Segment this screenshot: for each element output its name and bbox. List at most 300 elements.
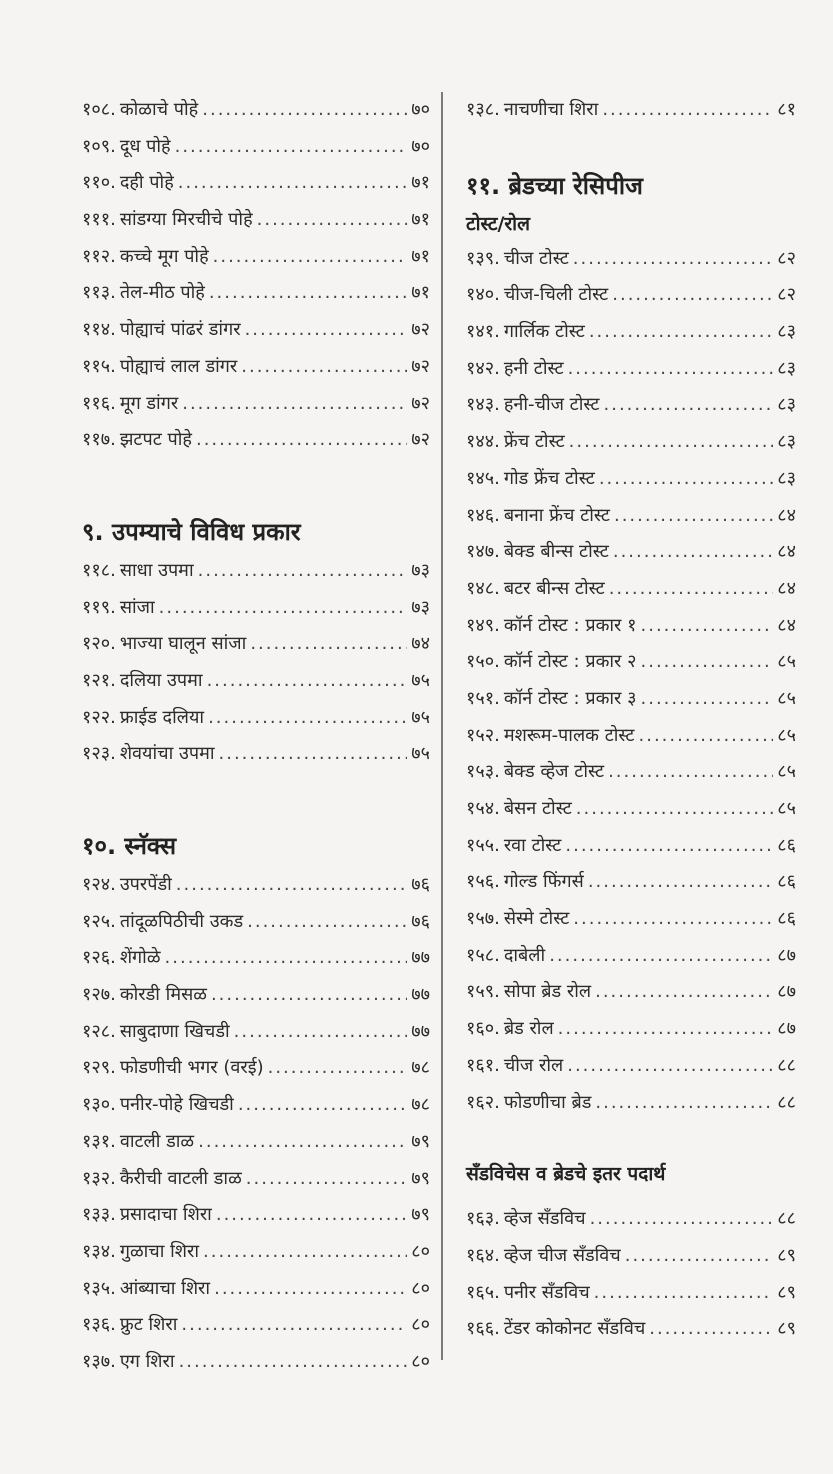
entry-page: ८४ [777,614,796,636]
toc-entry [466,828,796,865]
toc-entry [466,571,796,608]
dot-leader [182,386,407,423]
entry-title: फ्रुट शिरा [119,1314,178,1336]
entry-page: ७८ [411,1057,430,1079]
dot-leader [203,1234,407,1271]
toc-entry [82,940,430,977]
toc-entry [466,387,796,424]
entry-number: १०९. [82,135,116,157]
entry-number: १५१. [466,687,500,709]
toc-entry [466,754,796,791]
toc-entry [82,1197,430,1234]
dot-leader [211,977,407,1014]
toc-entry [82,165,430,202]
entry-page: ७१ [411,282,430,304]
dot-leader [609,571,774,608]
entry-number: १४१. [466,321,500,343]
entry-title: उपरपेंडी [119,874,172,895]
dot-leader [649,1311,773,1348]
dot-leader [245,312,408,349]
dot-leader [612,277,773,314]
toc-entry [82,736,430,773]
entry-page: ८८ [777,1054,796,1076]
toc-entry [82,202,430,239]
entry-number: १६३. [466,1208,500,1230]
section-heading-snacks: १०. स्नॅक्स [82,832,177,860]
entry-title: तेल-मीठ पोहे [119,282,205,304]
dot-leader [234,1014,408,1051]
entry-page: ८३ [777,467,796,489]
entry-title: प्रसादाचा शिरा [119,1204,212,1226]
entry-title: गोड फ्रेंच टोस्ट [503,467,595,489]
entry-page: ८५ [777,687,796,709]
left-column [82,92,430,1381]
entry-page: ८५ [777,798,796,819]
entry-number: १२४. [82,874,116,895]
entry-number: १५५. [466,834,500,856]
entry-title: चीज रोल [503,1054,564,1076]
entry-title: कच्चे मूग पोहे [119,245,209,267]
entry-title: सेस्मे टोस्ट [503,908,570,930]
toc-entry [82,1234,430,1271]
entry-list [466,241,796,1122]
entry-number: १६१. [466,1054,500,1076]
dot-leader [165,940,408,977]
toc-entry [466,1311,796,1348]
entry-number: १४२. [466,357,500,379]
dot-leader [569,424,774,461]
entry-page: ८८ [777,1208,796,1230]
entry-number: ११६. [82,392,116,414]
toc-entry [466,1085,796,1122]
dot-leader [573,901,773,938]
toc-entry [466,901,796,938]
dot-leader [641,681,774,718]
entry-title: रवा टोस्ट [503,834,562,856]
dot-leader [613,534,773,571]
entry-page: ८४ [777,541,796,563]
entry-number: १२२. [82,706,116,728]
toc-entry [82,92,430,129]
entry-number: १३७. [82,1350,116,1372]
entry-title: टेंडर कोकोनट सँडविच [503,1318,646,1340]
toc-entry [466,314,796,351]
entry-number: ११८. [82,559,116,581]
entry-number: १३३. [82,1204,116,1226]
dot-leader [595,1085,773,1122]
entry-page: ७३ [411,596,430,618]
entry-title: ब्रेड रोल [503,1018,554,1040]
dot-leader [590,1201,774,1238]
entry-page: ७७ [411,984,430,1006]
entry-number: १२३. [82,743,116,765]
entry-number: १४९. [466,614,500,636]
toc-entry [466,974,796,1011]
entry-number: १५३. [466,761,500,783]
entry-number: ११५. [82,355,116,377]
toc-entry [82,663,430,700]
dot-leader [179,1344,408,1381]
entry-page: ८५ [777,724,796,746]
dot-leader [604,387,774,424]
dot-leader [209,275,407,312]
entry-title: पोह्याचं पांढरं डांगर [119,319,241,341]
entry-title: गुळाचा शिरा [119,1240,200,1262]
entry-title: दही पोहे [119,172,174,194]
entry-page: ८९ [777,1244,796,1266]
toc-entry [82,129,430,166]
toc-entry [466,791,796,828]
dot-leader [641,608,774,645]
entry-page: ८३ [777,431,796,453]
entry-list [82,92,430,459]
entry-page: ८७ [777,981,796,1003]
entry-page: ७५ [411,743,430,765]
dot-leader [176,867,407,904]
entry-title: गोल्ड फिंगर्स [503,871,584,893]
entry-title: साबुदाणा खिचडी [119,1020,230,1042]
entry-number: १३०. [82,1094,116,1116]
dot-leader [639,718,774,755]
toc-entry [466,938,796,975]
entry-page: ७५ [411,706,430,728]
entry-number: १४५. [466,467,500,489]
dot-leader [625,1238,774,1275]
entry-number: १६५. [466,1281,500,1303]
dot-leader [602,92,773,129]
entry-number: ११४. [82,319,116,341]
entry-page: ८३ [777,394,796,416]
toc-entry [82,422,430,459]
entry-number: ११२. [82,245,116,267]
toc-entry [466,644,796,681]
entry-number: १५८. [466,944,500,966]
entry-number: १४६. [466,504,500,526]
toc-entry [82,867,430,904]
dot-leader [567,1048,773,1085]
entry-page: ७४ [411,633,430,655]
entry-title: बटर बीन्स टोस्ट [503,577,605,599]
dot-leader [214,1271,407,1308]
entry-number: १५७. [466,908,500,930]
toc-entry [82,1124,430,1161]
toc-entry [82,1344,430,1381]
entry-number: ११९. [82,596,116,618]
entry-page: ७२ [411,355,430,377]
entry-title: फोडणीची भगर (वरई) [119,1057,264,1079]
entry-page: ८२ [777,284,796,306]
entry-title: बनाना फ्रेंच टोस्ट [503,504,610,526]
dot-leader [207,663,408,700]
entry-number: १२५. [82,910,116,932]
entry-title: मशरूम-पालक टोस्ट [503,724,635,746]
toc-entry [82,386,430,423]
toc-entry [466,1275,796,1312]
entry-page: ८२ [777,247,796,269]
entry-number: १६०. [466,1018,500,1040]
entry-page: ७१ [411,209,430,231]
entry-number: १३९. [466,247,500,269]
dot-leader [565,828,773,865]
entry-page: ७२ [411,429,430,451]
toc-entry [466,1238,796,1275]
entry-title: पनीर सँडविच [503,1281,590,1303]
toc-entry [82,553,430,590]
entry-number: १११. [82,209,116,231]
entry-title: हनी टोस्ट [503,357,564,379]
entry-title: शेंगोळे [119,947,161,969]
entry-number: १५०. [466,651,500,673]
toc-entry [82,349,430,386]
entry-page: ७९ [411,1130,430,1152]
dot-leader [558,1011,774,1048]
section-heading-sandwiches: सँडविचेस व ब्रेडचे इतर पदार्थ [466,1163,666,1186]
entry-page: ८४ [777,504,796,526]
entry-page: ८४ [777,577,796,599]
entry-title: कॉर्न टोस्ट : प्रकार १ [503,614,637,636]
entry-page: ८१ [777,99,796,120]
entry-page: ८३ [777,321,796,343]
entry-page: ७८ [411,1094,430,1116]
right-column [466,92,796,1348]
entry-list [82,553,430,773]
dot-leader [213,239,408,276]
toc-entry [82,1087,430,1124]
toc-entry [466,608,796,645]
dot-leader [595,974,773,1011]
entry-title: दूध पोहे [119,135,171,157]
dot-leader [241,349,407,386]
dot-leader [196,422,407,459]
entry-number: १४३. [466,394,500,416]
entry-title: हनी-चीज टोस्ट [503,394,600,416]
dot-leader [238,1087,407,1124]
toc-entry [466,241,796,278]
entry-page: ८० [411,1240,430,1262]
dot-leader [549,938,773,975]
dot-leader [198,1124,407,1161]
toc-entry [466,277,796,314]
entry-page: ८९ [777,1318,796,1340]
entry-title: बेक्ड व्हेज टोस्ट [503,761,605,783]
entry-page: ७१ [411,245,430,267]
entry-number: १२१. [82,669,116,691]
dot-leader [573,241,773,278]
entry-number: १३१. [82,1130,116,1152]
entry-page: ८५ [777,651,796,673]
entry-title: दलिया उपमा [119,669,203,691]
entry-page: ७२ [411,392,430,414]
entry-title: फ्राईड दलिया [119,706,205,728]
entry-title: सांजा [119,596,155,618]
dot-leader [588,864,773,901]
toc-entry [466,1048,796,1085]
dot-leader [202,92,407,129]
entry-page: ८९ [777,1281,796,1303]
entry-number: १५९. [466,981,500,1003]
entry-number: १४८. [466,577,500,599]
dot-leader [219,736,408,773]
entry-list [466,92,796,129]
entry-number: ११७. [82,429,116,451]
entry-page: ८६ [777,834,796,856]
entry-title: गार्लिक टोस्ट [503,321,585,343]
entry-number: १६२. [466,1091,500,1113]
entry-list [466,1201,796,1348]
dot-leader [159,590,408,627]
entry-number: १२६. [82,947,116,969]
dot-leader [594,1275,774,1312]
toc-entry [466,351,796,388]
toc-entry [466,1011,796,1048]
entry-number: १६४. [466,1244,500,1266]
dot-leader [216,1197,407,1234]
toc-entry [82,312,430,349]
toc-entry [82,1307,430,1344]
entry-page: ८६ [777,871,796,893]
entry-title: चीज-चिली टोस्ट [503,284,609,306]
entry-list [82,867,430,1381]
entry-title: एग शिरा [119,1350,175,1372]
entry-page: ८७ [777,944,796,966]
toc-entry [466,498,796,535]
entry-title: फोडणीचा ब्रेड [503,1091,592,1113]
dot-leader [257,202,408,239]
dot-leader [568,351,774,388]
toc-entry [466,461,796,498]
entry-title: चीज टोस्ट [503,247,569,269]
dot-leader [614,498,773,535]
entry-title: दाबेली [503,944,546,966]
toc-entry [466,681,796,718]
entry-title: व्हेज सँडविच [503,1208,586,1230]
entry-number: १२७. [82,984,116,1006]
entry-title: कॉर्न टोस्ट : प्रकार २ [503,651,637,673]
entry-title: कैरीची वाटली डाळ [119,1167,242,1189]
entry-page: ७० [411,99,430,120]
entry-page: ७६ [411,910,430,932]
entry-page: ७३ [411,559,430,581]
toc-entry [82,1050,430,1087]
toc-entry [82,700,430,737]
column-divider [441,92,443,1360]
entry-page: ८७ [777,1018,796,1040]
toc-entry [466,424,796,461]
entry-number: १३२. [82,1167,116,1189]
dot-leader [247,904,407,941]
dot-leader [589,314,773,351]
entry-page: ८० [411,1314,430,1336]
toc-entry [82,239,430,276]
entry-number: १४४. [466,431,500,453]
entry-number: १४७. [466,541,500,563]
toc-entry [82,1271,430,1308]
entry-title: बेक्ड बीन्स टोस्ट [503,541,609,563]
entry-title: नाचणीचा शिरा [503,99,599,120]
entry-page: ७२ [411,319,430,341]
entry-page: ७७ [411,1020,430,1042]
entry-number: १३४. [82,1240,116,1262]
entry-page: ८८ [777,1091,796,1113]
entry-number: १५२. [466,724,500,746]
toc-entry [466,1201,796,1238]
sub-heading-toast-roll: टोस्ट/रोल [466,212,530,235]
entry-page: ८० [411,1277,430,1299]
entry-page: ७७ [411,947,430,969]
dot-leader [576,791,773,828]
entry-number: १३५. [82,1277,116,1299]
entry-number: १२८. [82,1020,116,1042]
entry-number: १५४. [466,798,500,819]
toc-entry [82,977,430,1014]
entry-number: १४०. [466,284,500,306]
entry-title: झटपट पोहे [119,429,192,451]
dot-leader [198,553,408,590]
dot-leader [250,626,407,663]
entry-title: बेसन टोस्ट [503,798,572,819]
entry-page: ७० [411,135,430,157]
section-heading-bread: ११. ब्रेडच्या रेसिपीज [466,171,643,200]
entry-title: साधा उपमा [119,559,194,581]
entry-number: १०८. [82,99,116,120]
entry-title: सांडग्या मिरचीचे पोहे [119,209,253,231]
entry-title: वाटली डाळ [119,1130,195,1152]
entry-title: भाज्या घालून सांजा [119,633,247,655]
toc-entry [466,718,796,755]
dot-leader [599,461,773,498]
entry-title: मूग डांगर [119,392,179,414]
entry-number: १३६. [82,1314,116,1336]
entry-title: कॉर्न टोस्ट : प्रकार ३ [503,687,637,709]
dot-leader [246,1161,407,1198]
entry-number: ११०. [82,172,116,194]
dot-leader [181,1307,407,1344]
dot-leader [208,700,407,737]
entry-number: ११३. [82,282,116,304]
dot-leader [608,754,773,791]
entry-page: ८६ [777,908,796,930]
toc-entry [82,1161,430,1198]
entry-page: ७६ [411,874,430,895]
entry-title: पनीर-पोहे खिचडी [119,1094,234,1116]
toc-entry [466,864,796,901]
entry-number: १३८. [466,99,500,120]
entry-title: पोह्याचं लाल डांगर [119,355,238,377]
entry-title: कोरडी मिसळ [119,984,207,1006]
toc-entry [466,534,796,571]
dot-leader [268,1050,408,1087]
entry-number: १२०. [82,633,116,655]
entry-number: १५६. [466,871,500,893]
entry-title: तांदूळपिठीची उकड [119,910,244,932]
entry-page: ७९ [411,1167,430,1189]
dot-leader [178,165,408,202]
entry-page: ८० [411,1350,430,1372]
entry-title: व्हेज चीज सँडविच [503,1244,621,1266]
entry-title: फ्रेंच टोस्ट [503,431,565,453]
entry-page: ७९ [411,1204,430,1226]
toc-entry [466,92,796,129]
section-heading-upma: ९. उपम्याचे विविध प्रकार [82,517,301,546]
entry-title: कोळाचे पोहे [119,99,199,120]
entry-page: ७१ [411,172,430,194]
toc-entry [82,590,430,627]
toc-entry [82,904,430,941]
entry-title: सोपा ब्रेड रोल [503,981,592,1003]
entry-number: १२९. [82,1057,116,1079]
entry-title: आंब्याचा शिरा [119,1277,211,1299]
dot-leader [641,644,774,681]
